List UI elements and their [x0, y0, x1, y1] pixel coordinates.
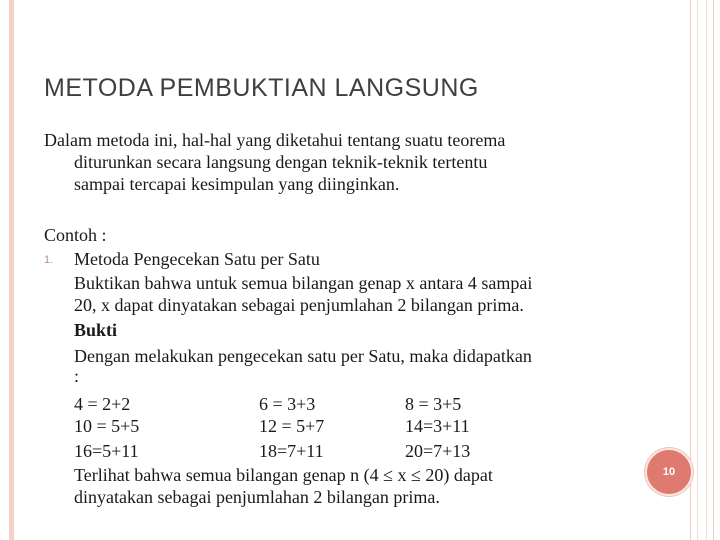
slide-title: METODA PEMBUKTIAN LANGSUNG	[44, 74, 479, 102]
intro-line-3: sampai tercapai kesimpulan yang diinginkan.	[74, 174, 400, 194]
problem-line-2: 20, x dapat dinyatakan sebagai penjumlahan 2 bilangan prima.	[74, 295, 524, 315]
proof-heading: Bukti	[74, 320, 118, 340]
list-number: 1.	[44, 254, 54, 266]
equation-6: 6 = 3+3	[259, 394, 316, 414]
equation-8: 8 = 3+5	[405, 394, 462, 414]
proof-line-2: :	[74, 366, 80, 386]
equation-18: 18=7+11	[259, 441, 324, 461]
equation-10: 10 = 5+5	[74, 416, 140, 436]
conclusion-line-2: dinyatakan sebagai penjumlahan 2 bilangan prima.	[74, 487, 440, 507]
intro-line-2: diturunkan secara langsung dengan teknik-teknik tertentu	[74, 152, 488, 172]
right-border-inner-decoration	[697, 0, 707, 540]
example-label: Contoh :	[44, 225, 107, 245]
equation-12: 12 = 5+7	[259, 416, 325, 436]
equation-4: 4 = 2+2	[74, 394, 131, 414]
page-number-badge	[645, 448, 693, 496]
left-border-decoration	[9, 0, 14, 540]
intro-line-1: Dalam metoda ini, hal-hal yang diketahui tentang suatu teorema	[44, 130, 506, 150]
equation-14: 14=3+11	[405, 416, 470, 436]
problem-line-1: Buktikan bahwa untuk semua bilangan genap x antara 4 sampai	[74, 273, 533, 293]
conclusion-line-1: Terlihat bahwa semua bilangan genap n (4 ≤ x ≤ 20) dapat	[74, 465, 493, 485]
page-number: 10	[662, 466, 676, 478]
proof-line-1: Dengan melakukan pengecekan satu per Satu, maka didapatkan	[74, 346, 532, 366]
method-title: Metoda Pengecekan Satu per Satu	[74, 249, 320, 269]
equation-16: 16=5+11	[74, 441, 139, 461]
equation-20: 20=7+13	[405, 441, 471, 461]
